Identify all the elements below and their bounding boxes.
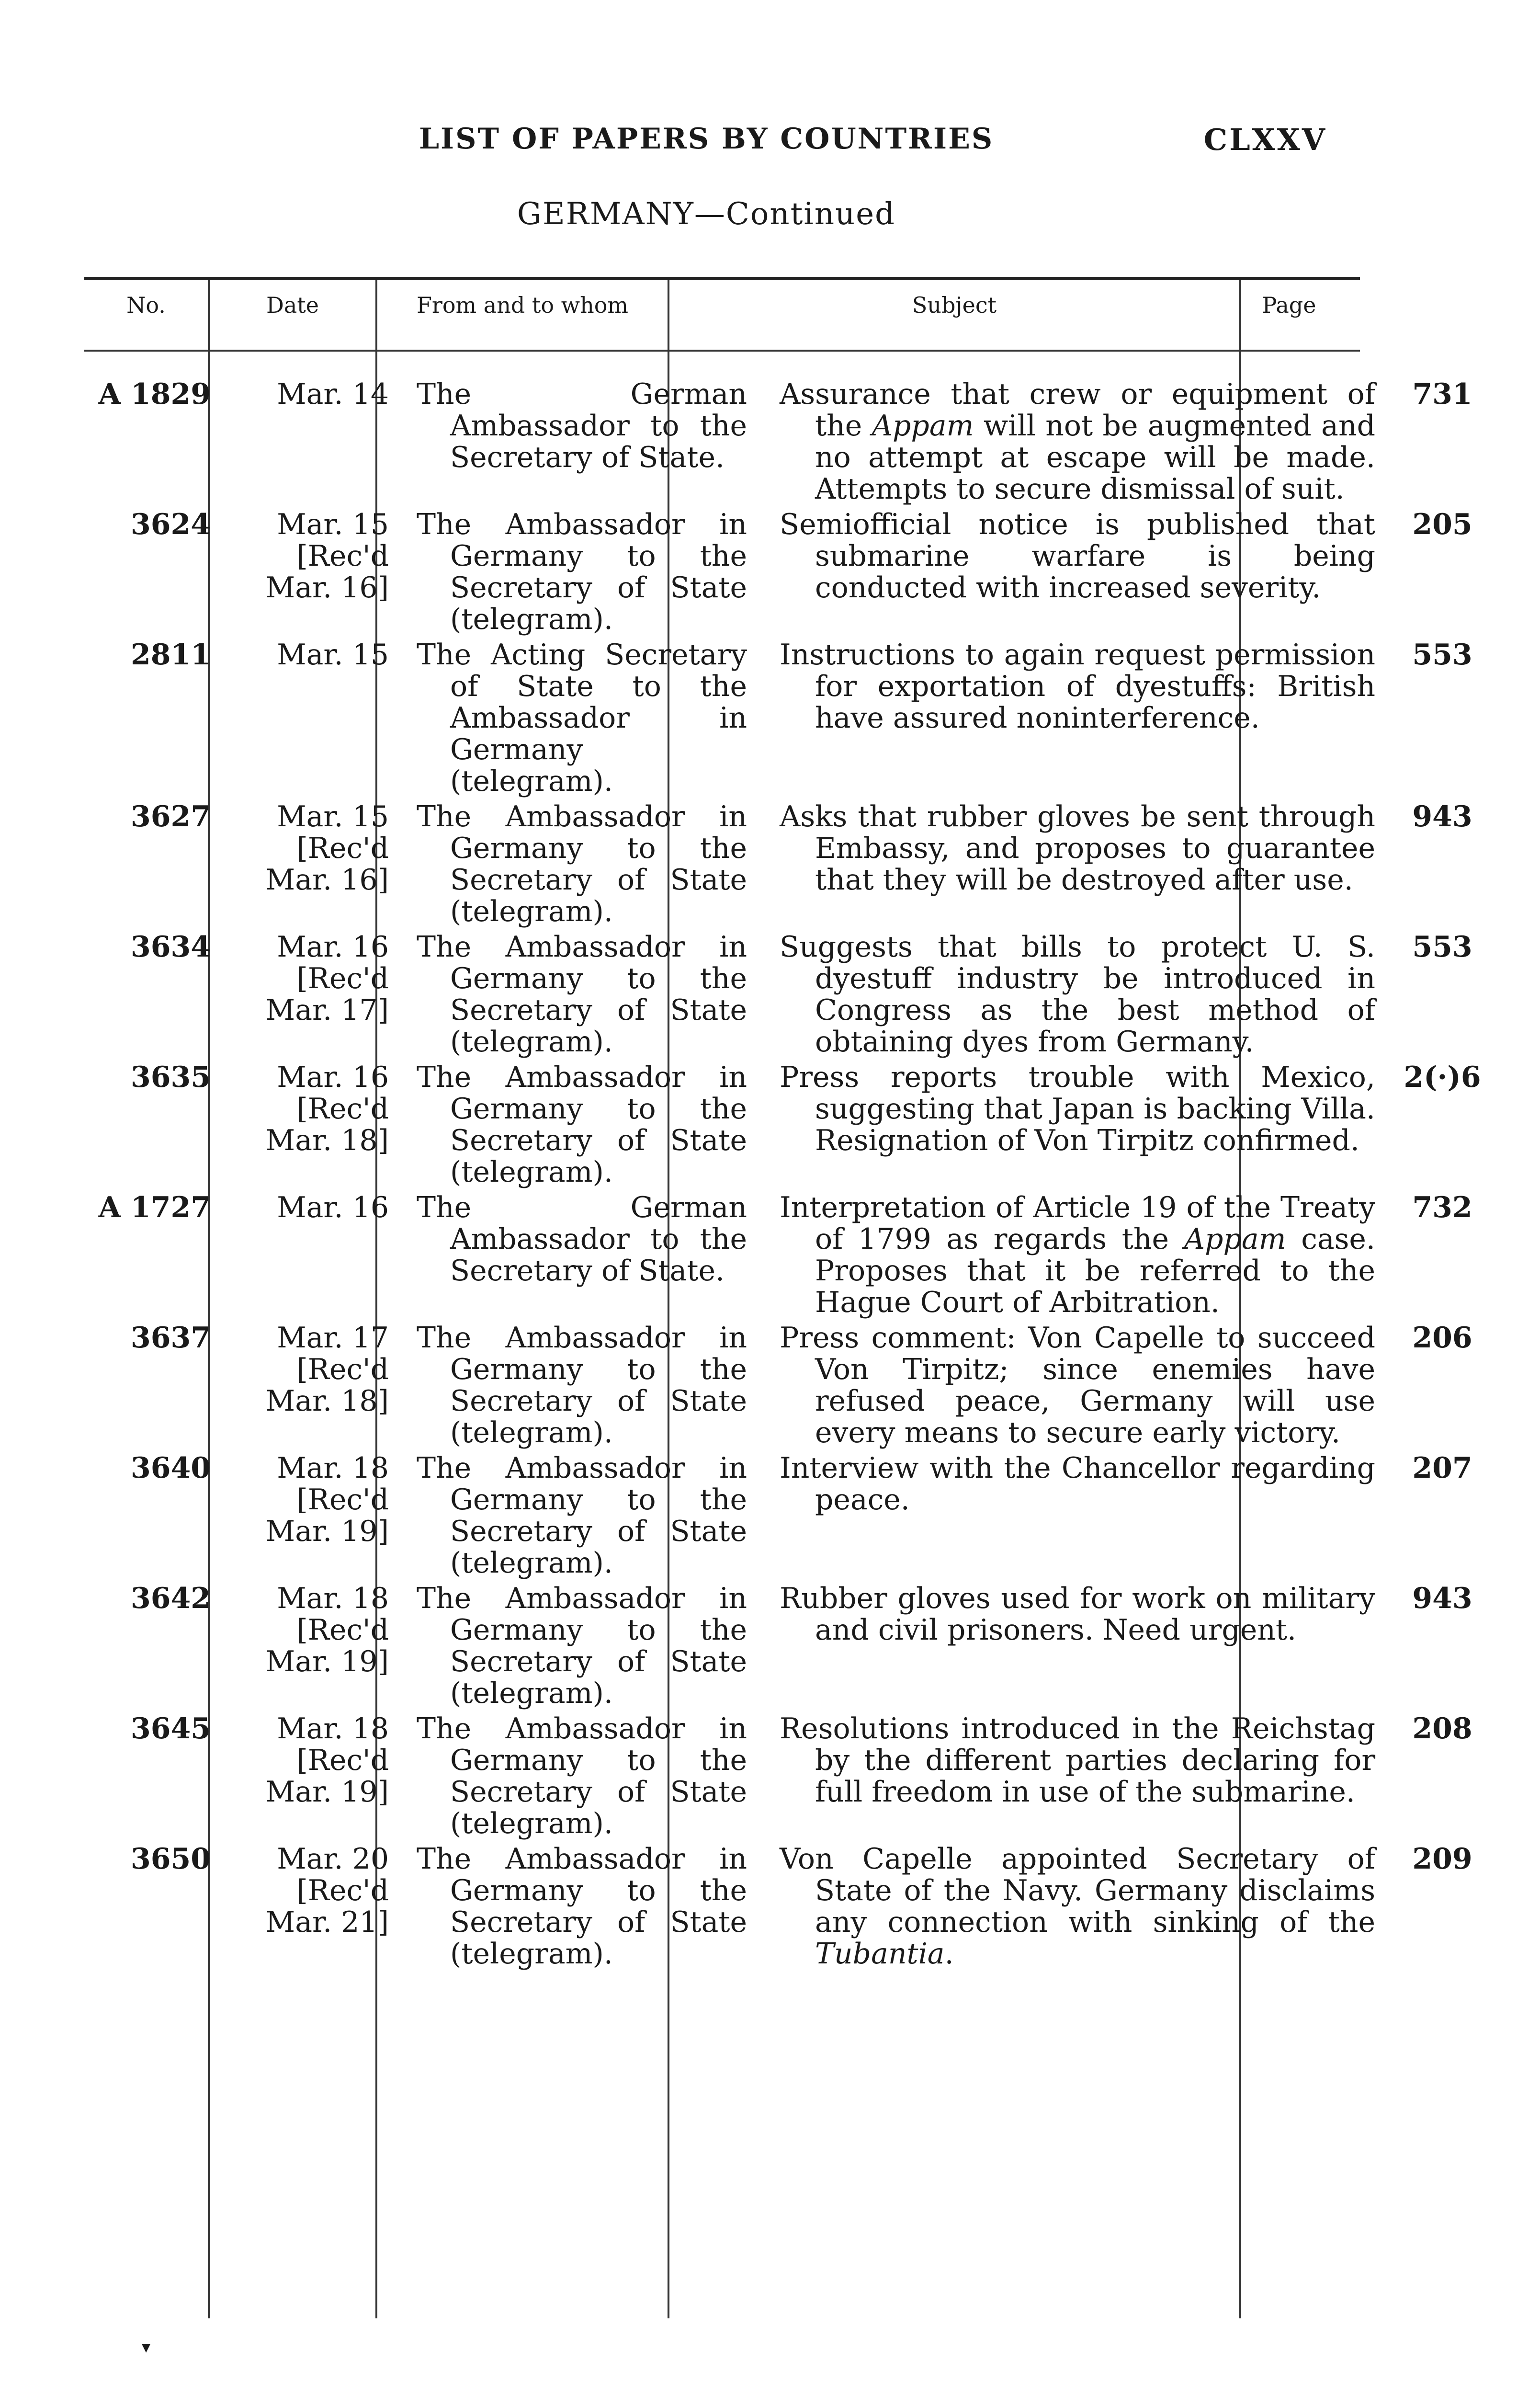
row-page: 553 [1412,638,1472,672]
row-page: 553 [1412,930,1472,964]
row-from-to: The Ambassador in Germany to the Secretary of State (telegram). [417,1842,747,1971]
subject-text: Press reports trouble with Mexico, suggesting that Japan is backing Villa. Resignation of Von Tirpitz confirmed. [780,1061,1375,1157]
row-number: 3637 [131,1321,211,1355]
table-row [84,1192,1490,1322]
subject-text-continued: case. Proposes that it be referred to the Hague Court of Arbitration. [815,1222,1375,1319]
column-header-page: Page [1262,292,1316,318]
table-row [84,1452,1490,1583]
row-from-to: The Ambassador in Germany to the Secretary of State (telegram). [417,1712,747,1840]
row-from-to: The Ambassador in Germany to the Secretary of State (telegram). [417,1451,747,1580]
subject-text: Semiofficial notice is published that submarine warfare is being conducted with increased severity. [780,508,1375,604]
page-number: CLXXV [1203,122,1327,157]
row-from-to: The Ambassador in Germany to the Secretary of State (telegram). [417,508,747,636]
row-number: 3640 [131,1451,211,1485]
row-date: Mar. 15 [277,638,389,672]
subject-text-continued: will not be augmented and no attempt at escape will be made. Attempts to secure dismissal of suit. [815,409,1376,506]
row-number: 3642 [131,1582,211,1615]
column-header-date: Date [266,292,319,318]
row-subject [756,639,1394,801]
table-row [84,931,1490,1061]
row-from-to: The Ambassador in Germany to the Secretary of State (telegram). [417,930,747,1059]
subject-text: Resolutions introduced in the Reichstag by the different parties declaring for full freedom in use of the submarine. [780,1712,1375,1809]
row-from-to: The Ambassador in Germany to the Secretary of State (telegram). [417,800,747,928]
row-number: 3624 [131,508,211,541]
papers-table-body [84,378,1490,1973]
row-subject [756,378,1394,509]
table-row [84,509,1490,639]
row-subject [756,509,1394,639]
row-from-to: The Acting Secretary of State to the Ambassador in Germany (telegram). [417,638,747,798]
row-page: 207 [1412,1451,1472,1485]
row-page: 731 [1412,377,1472,411]
row-date: Mar. 20 [Rec'd Mar. 21] [265,1842,389,1939]
row-number: 3650 [131,1842,211,1876]
row-number: 3635 [131,1061,211,1094]
column-header-subject: Subject [912,292,997,318]
subject-italic-text: Appam [872,409,974,443]
table-row [84,1583,1490,1713]
row-date: Mar. 18 [Rec'd Mar. 19] [265,1712,389,1809]
subject-text: Rubber gloves used for work on military and civil prisoners. Need urgent. [780,1582,1375,1647]
subject-text: Interview with the Chancellor regarding peace. [780,1451,1375,1517]
row-subject [756,801,1394,931]
column-header-from-to: From and to whom [416,292,629,318]
row-date: Mar. 16 [277,1191,389,1224]
row-from-to: The Ambassador in Germany to the Secretary of State (telegram). [417,1061,747,1189]
row-from-to: The Ambassador in Germany to the Secretary of State (telegram). [417,1582,747,1710]
row-subject [756,931,1394,1061]
row-subject [756,1192,1394,1322]
row-page: 732 [1412,1191,1472,1224]
row-date: Mar. 16 [Rec'd Mar. 17] [265,930,389,1027]
row-page: 943 [1412,1582,1472,1615]
row-subject [756,1583,1394,1713]
table-row [84,639,1490,801]
row-page: 943 [1412,800,1472,833]
row-date: Mar. 15 [Rec'd Mar. 16] [265,800,389,897]
row-date: Mar. 18 [Rec'd Mar. 19] [265,1582,389,1678]
table-top-rule [84,277,1360,280]
column-header-no: No. [126,292,166,318]
row-date: Mar. 16 [Rec'd Mar. 18] [265,1061,389,1157]
subject-text: Von Capelle appointed Secretary of State of the Navy. Germany disclaims any connection with sinking of the [780,1842,1375,1939]
row-number: 3634 [131,930,211,964]
table-header-rule [84,350,1360,352]
table-row [84,1061,1490,1192]
row-page: 206 [1412,1321,1472,1355]
page-header [0,122,1540,160]
row-subject [756,1061,1394,1192]
row-number: A 1829 [98,377,211,411]
row-page: 205 [1412,508,1472,541]
row-number: 3645 [131,1712,211,1745]
table-row [84,1843,1490,1973]
table-row [84,801,1490,931]
subject-italic-text: Appam [1184,1222,1286,1256]
subject-text-continued: . [944,1937,954,1971]
table-row [84,1322,1490,1452]
row-page: 209 [1412,1842,1472,1876]
row-from-to: The German Ambassador to the Secretary of State. [417,377,747,474]
subject-text: Suggests that bills to protect U. S. dyestuff industry be introduced in Congress as the best method of obtaining dyes from Germany. [780,930,1375,1059]
section-title: GERMANY—Continued [517,196,896,232]
row-from-to: The German Ambassador to the Secretary of State. [417,1191,747,1288]
row-subject [756,1452,1394,1583]
row-date: Mar. 17 [Rec'd Mar. 18] [265,1321,389,1418]
row-page: 2(·)6 [1404,1061,1481,1094]
row-date: Mar. 18 [Rec'd Mar. 19] [265,1451,389,1548]
row-subject [756,1713,1394,1843]
table-row [84,1713,1490,1843]
subject-text: Assurance that crew or equipment of the [780,377,1375,443]
table-row [84,378,1490,509]
row-date: Mar. 14 [277,377,389,411]
subject-text: Interpretation of Article 19 of the Treaty of 1799 as regards the [780,1191,1375,1256]
footer-mark: ▾ [142,2338,151,2357]
row-number: 3627 [131,800,211,833]
running-title: LIST OF PAPERS BY COUNTRIES [419,122,994,156]
row-date: Mar. 15 [Rec'd Mar. 16] [265,508,389,604]
row-number: A 1727 [98,1191,211,1224]
papers-table [84,378,1490,1973]
subject-italic-text: Tubantia [815,1937,945,1971]
row-page: 208 [1412,1712,1472,1745]
subject-text: Press comment: Von Capelle to succeed Von Tirpitz; since enemies have refused peace, Germany will use every means to secure early victory. [780,1321,1375,1449]
row-subject [756,1843,1394,1973]
row-number: 2811 [131,638,211,672]
row-subject [756,1322,1394,1452]
row-from-to: The Ambassador in Germany to the Secretary of State (telegram). [417,1321,747,1449]
subject-text: Instructions to again request permission for exportation of dyestuffs: British have assured noninterference. [780,638,1375,735]
subject-text: Asks that rubber gloves be sent through Embassy, and proposes to guarantee that they will be destroyed after use. [780,800,1375,897]
